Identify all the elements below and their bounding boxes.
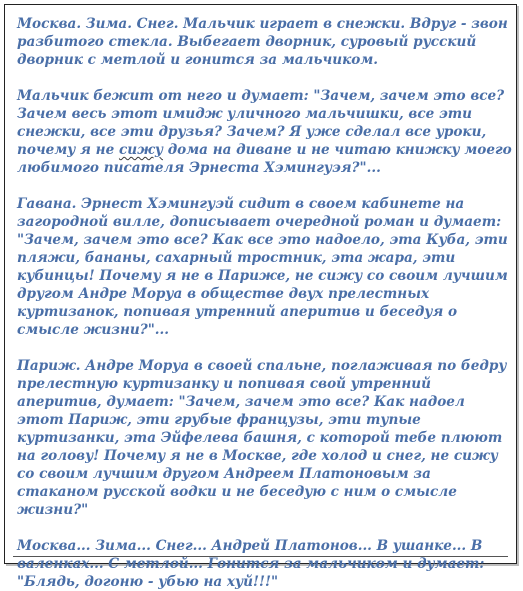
paragraph-3 <box>17 195 515 339</box>
paragraph-4-text: Париж. Андре Моруа в своей спальне, поглаживая по бедру прелестную куртизанку и попивая свой утренний аперитив, думает: "Зачем, зачем это все? Как надоел этот Париж, эти грубые французы, эти тупые куртизанки, эта Эйфелева башня, с которой тебе плюют на голову! Почему я не в Москве, где холод и снег, не сижу со своим лучшим другом Андреем Платоновым за стаканом русской водки и не беседую с ним о смысле жизни?" <box>17 358 507 518</box>
paragraph-4 <box>17 357 515 519</box>
paragraph-2-text-start: Мальчик бежит от него и думает: "Зачем, зачем это все? Зачем весь этот имидж уличного мальчишки, все эти снежки, все эти друзья? Зачем? Я уже сделал все уроки, почему я не <box>17 88 505 158</box>
paragraph-2-text-end: дома на диване и не читаю книжку моего любимого писателя Эрнеста Хэмингуэя?"... <box>17 142 512 176</box>
document-body <box>17 15 515 591</box>
paragraph-2 <box>17 87 515 177</box>
paragraph-1 <box>17 15 515 69</box>
paragraph-5 <box>17 537 515 591</box>
document-frame <box>4 4 517 590</box>
bottom-divider <box>13 556 508 557</box>
paragraph-1-text: Москва. Зима. Снег. Мальчик играет в снежки. Вдруг - звон разбитого стекла. Выбегает дворник, суровый русский дворник с метлой и гонится за мальчиком. <box>17 16 508 68</box>
paragraph-3-text: Гавана. Эрнест Хэмингуэй сидит в своем кабинете на загородной вилле, дописывает очередной роман и думает: "Зачем, зачем это все? Как все это надоело, эта Куба, эти пляжи, бананы, сахарный тростник, эта жара, эти кубинцы! Почему я не в Париже, не сижу со своим лучшим другом Андре Моруа в обществе двух прелестных куртизанок, попивая утренний аперитив и беседуя о смысле жизни?"... <box>17 196 508 338</box>
paragraph-5-text: Москва... Зима... Снег... Андрей Платонов... В ушанке... В валенках... С метлой... Гонится за мальчиком и думает: "Блядь, догоню - убью на хуй!!!" <box>17 538 485 590</box>
spellcheck-underlined-word[interactable]: сижу <box>118 142 163 158</box>
